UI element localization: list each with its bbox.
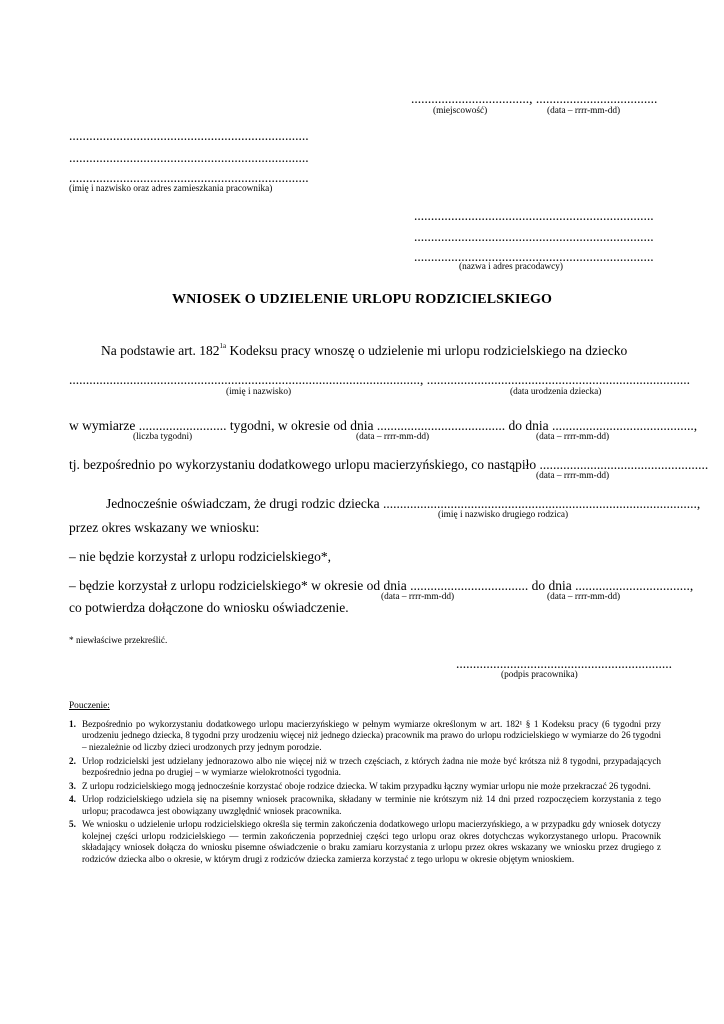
intro-sup: 1a bbox=[219, 342, 227, 350]
option-not-using: – nie będzie korzystał z urlopu rodzicielskiego*, bbox=[69, 549, 332, 564]
employee-line-1[interactable]: ....................................................................... bbox=[69, 128, 309, 143]
child-birth-label: (data urodzenia dziecka) bbox=[510, 387, 602, 397]
item-number: 5. bbox=[69, 819, 76, 830]
list-item bbox=[69, 819, 661, 865]
employer-line-2[interactable]: ....................................................................... bbox=[414, 229, 654, 244]
place-date-line[interactable]: ..................................., .................................... bbox=[411, 91, 658, 106]
date-label: (data – rrrr-mm-dd) bbox=[547, 106, 621, 116]
intro-text-a: Na podstawie art. 182 bbox=[101, 343, 220, 358]
signature-line[interactable]: ................................................................ bbox=[456, 656, 672, 671]
page-title: WNIOSEK O UDZIELENIE URLOPU RODZICIELSKIEGO bbox=[171, 292, 553, 307]
list-item bbox=[69, 719, 661, 753]
footnote: * niewłaściwe przekreślić. bbox=[69, 636, 168, 646]
employer-line-3[interactable]: ....................................................................... bbox=[414, 249, 654, 264]
list-item bbox=[69, 781, 661, 792]
from-date-label: (data – rrrr-mm-dd) bbox=[356, 432, 430, 442]
after-date-label: (data – rrrr-mm-dd) bbox=[536, 471, 610, 481]
option-to-label: (data – rrrr-mm-dd) bbox=[547, 592, 621, 602]
option-from-label: (data – rrrr-mm-dd) bbox=[381, 592, 455, 602]
list-item bbox=[69, 756, 661, 779]
list-item bbox=[69, 794, 661, 817]
item-number: 3. bbox=[69, 780, 76, 791]
after-maternity-line[interactable]: tj. bezpośrednio po wykorzystaniu dodatkowego urlopu macierzyńskiego, co nastąpiło .................................................. bbox=[69, 457, 709, 472]
employee-line-2[interactable]: ....................................................................... bbox=[69, 150, 309, 165]
child-name-label: (imię i nazwisko) bbox=[226, 387, 292, 397]
intro-text-b: Kodeksu pracy wnoszę o udzielenie mi urlopu rodzicielskiego na dziecko bbox=[226, 343, 628, 358]
item-text: We wniosku o udzielenie urlopu rodzicielskiego określa się termin zakończenia dodatkowego urlopu macierzyńskiego, a w przypadku gdy wniosek dotyczy kolejnej części urlopu rodzicielskiego — termin zakończenia poprzedniej części tego urlopu oraz okres dotychczas wykorzystanego urlopu. Pracownik składający wniosek dołącza do wniosku pisemne oświadczenie o braku zamiaru korzystania z urlopu przez okres wskazany we wniosku przez drugiego z rodziców dziecka albo o okresie, w którym drugi z rodziców dziecka zamierza korzystać z tego urlopu w okresie objętym wnioskiem. bbox=[82, 819, 661, 864]
signature-label: (podpis pracownika) bbox=[501, 670, 578, 680]
option-using-line[interactable]: – będzie korzystał z urlopu rodzicielskiego* w okresie od dnia ................................... do dnia .................................., bbox=[69, 578, 694, 593]
item-text: Z urlopu rodzicielskiego mogą jednocześnie korzystać oboje rodzice dziecka. W takim przypadku łączny wymiar urlopu nie może przekraczać 26 tygodni. bbox=[82, 780, 651, 791]
duration-line[interactable]: w wymiarze .......................... tygodni, w okresie od dnia ...................................... do dnia .........................................., bbox=[69, 418, 698, 433]
declaration-line[interactable]: Jednocześnie oświadczam, że drugi rodzic dziecka ............................................................................................., bbox=[106, 496, 701, 511]
employee-line-3[interactable]: ....................................................................... bbox=[69, 170, 309, 185]
place-label: (miejscowość) bbox=[433, 106, 488, 116]
item-text: Urlop rodzicielskiego udziela się na pisemny wniosek pracownika, składany w terminie nie krótszym niż 14 dni przed rozpoczęciem korzystania z tego urlopu; pracodawca jest obowiązany uwzględnić wniosek pracownika. bbox=[82, 794, 661, 816]
item-text: Bezpośrednio po wykorzystaniu dodatkowego urlopu macierzyńskiego w pełnym wymiarze określonym w art. 182¹ § 1 Kodeksu pracy (6 tygodni przy urodzeniu jednego dziecka, 8 tygodni przy urodzeniu więcej niż jednego dziecka) pracownik ma prawo do urlopu rodzicielskiego w wymiarze do 26 tygodni – niezależnie od liczby dzieci urodzonych przy jednym porodzie. bbox=[82, 719, 661, 752]
weeks-label: (liczba tygodni) bbox=[133, 432, 193, 442]
employer-label: (nazwa i adres pracodawcy) bbox=[459, 262, 564, 272]
confirm-line: co potwierdza dołączone do wniosku oświadczenie. bbox=[69, 600, 349, 615]
instructions-heading: Pouczenie: bbox=[69, 701, 110, 711]
other-parent-label: (imię i nazwisko drugiego rodzica) bbox=[438, 510, 569, 520]
employer-line-1[interactable]: ....................................................................... bbox=[414, 208, 654, 223]
item-number: 2. bbox=[69, 755, 76, 766]
item-text: Urlop rodzicielski jest udzielany jednorazowo albo nie więcej niż w trzech częściach, z których żadna nie może być krótsza niż 8 tygodni, przypadających bezpośrednio jedna po drugiej – w wymiarze wielokrotności tygodnia. bbox=[82, 755, 661, 777]
to-date-label: (data – rrrr-mm-dd) bbox=[536, 432, 610, 442]
period-line: przez okres wskazany we wniosku: bbox=[69, 520, 260, 535]
child-line[interactable]: ........................................................................................................, .............................................................................. bbox=[69, 372, 690, 387]
item-number: 4. bbox=[69, 794, 76, 805]
employee-label: (imię i nazwisko oraz adres zamieszkania pracownika) bbox=[69, 184, 273, 194]
intro-text bbox=[101, 343, 627, 359]
instructions-list bbox=[69, 719, 661, 867]
item-number: 1. bbox=[69, 719, 76, 729]
